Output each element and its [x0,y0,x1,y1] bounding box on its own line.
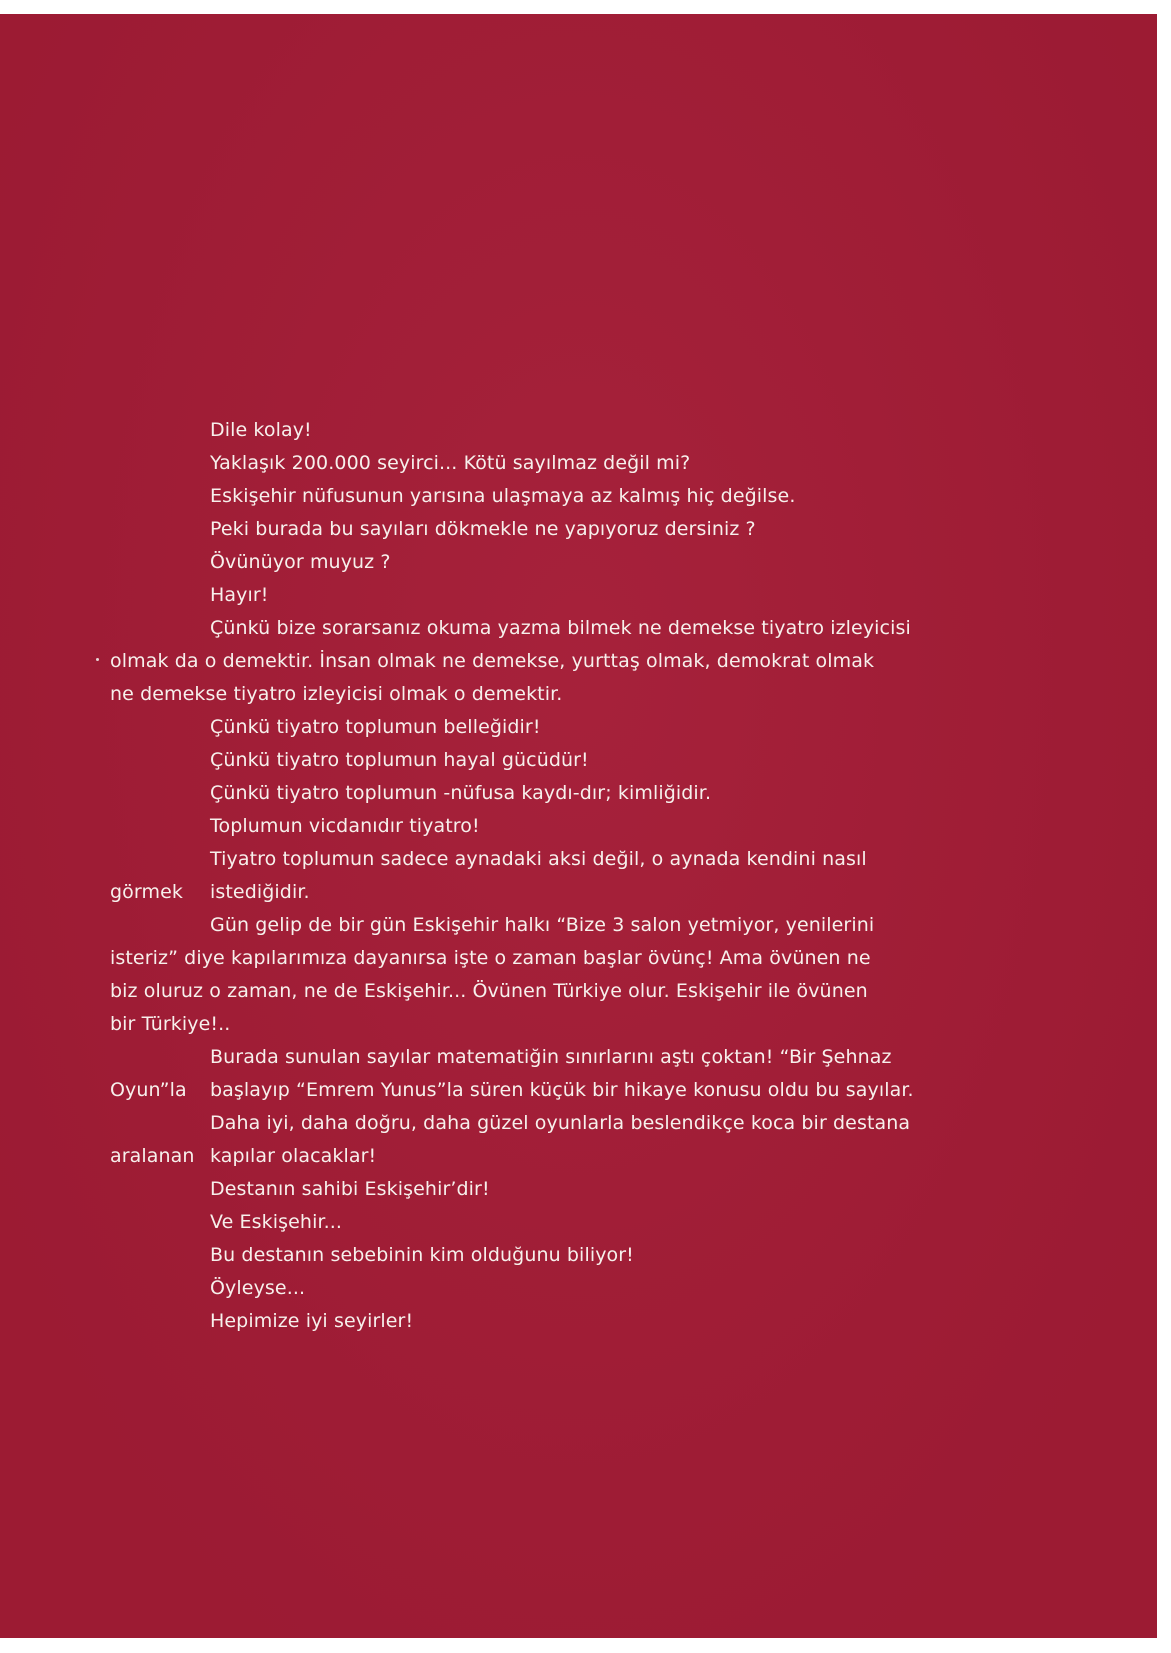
red-page [0,14,1157,1638]
text-line: Ve Eskişehir... [210,1211,343,1233]
text-line: Çünkü bize sorarsanız okuma yazma bilmek ne demekse tiyatro izleyicisi [210,617,911,639]
text-line: Bu destanın sebebinin kim olduğunu biliyor! [210,1244,634,1266]
text-line-hanging [110,1140,976,1173]
text-line: Öyleyse... [210,1277,306,1299]
text-line: Destanın sahibi Eskişehir’dir! [210,1178,490,1200]
text-line: Toplumun vicdanıdır tiyatro! [210,815,480,837]
text-line: bir Türkiye!.. [110,1013,231,1035]
line-rest: istediğidir. [210,881,310,903]
scan-speck [96,658,99,661]
text-line: Burada sunulan sayılar matematiğin sınırlarını aştı çoktan! “Bir Şehnaz [210,1046,892,1068]
text-line: Hepimize iyi seyirler! [210,1310,414,1332]
lead-word: görmek [110,881,183,903]
text-line: Peki burada bu sayıları dökmekle ne yapıyoruz dersiniz ? [210,518,756,540]
text-line: Daha iyi, daha doğru, daha güzel oyunlarla beslendikçe koca bir destana [210,1112,911,1134]
text-line: olmak da o demektir. İnsan olmak ne demekse, yurttaş olmak, demokrat olmak [110,650,875,672]
text-line: Övünüyor muyuz ? [210,551,391,573]
text-line: isteriz” diye kapılarımıza dayanırsa işte o zaman başlar övünç! Ama övünen ne [110,947,871,969]
text-line: Çünkü tiyatro toplumun hayal gücüdür! [210,749,589,771]
lead-word: aralanan [110,1145,195,1167]
lead-word: Oyun”la [110,1079,187,1101]
line-rest: kapılar olacaklar! [210,1145,377,1167]
body-text [110,414,976,1338]
text-line: Yaklaşık 200.000 seyirci... Kötü sayılmaz değil mi? [210,452,691,474]
text-line: Hayır! [210,584,269,606]
text-line: Dile kolay! [210,419,312,441]
text-line: Tiyatro toplumun sadece aynadaki aksi değil, o aynada kendini nasıl [210,848,867,870]
text-line-hanging [110,876,976,909]
text-line-hanging [110,1074,976,1107]
text-line: ne demekse tiyatro izleyicisi olmak o demektir. [110,683,563,705]
text-line: Çünkü tiyatro toplumun belleğidir! [210,716,541,738]
text-line: Gün gelip de bir gün Eskişehir halkı “Bize 3 salon yetmiyor, yenilerini [210,914,875,936]
text-line: Çünkü tiyatro toplumun -nüfusa kaydı-dır; kimliğidir. [210,782,712,804]
text-line: biz oluruz o zaman, ne de Eskişehir... Övünen Türkiye olur. Eskişehir ile övünen [110,980,868,1002]
text-line: Eskişehir nüfusunun yarısına ulaşmaya az kalmış hiç değilse. [210,485,796,507]
line-rest: başlayıp “Emrem Yunus”la süren küçük bir hikaye konusu oldu bu sayılar. [210,1079,914,1101]
